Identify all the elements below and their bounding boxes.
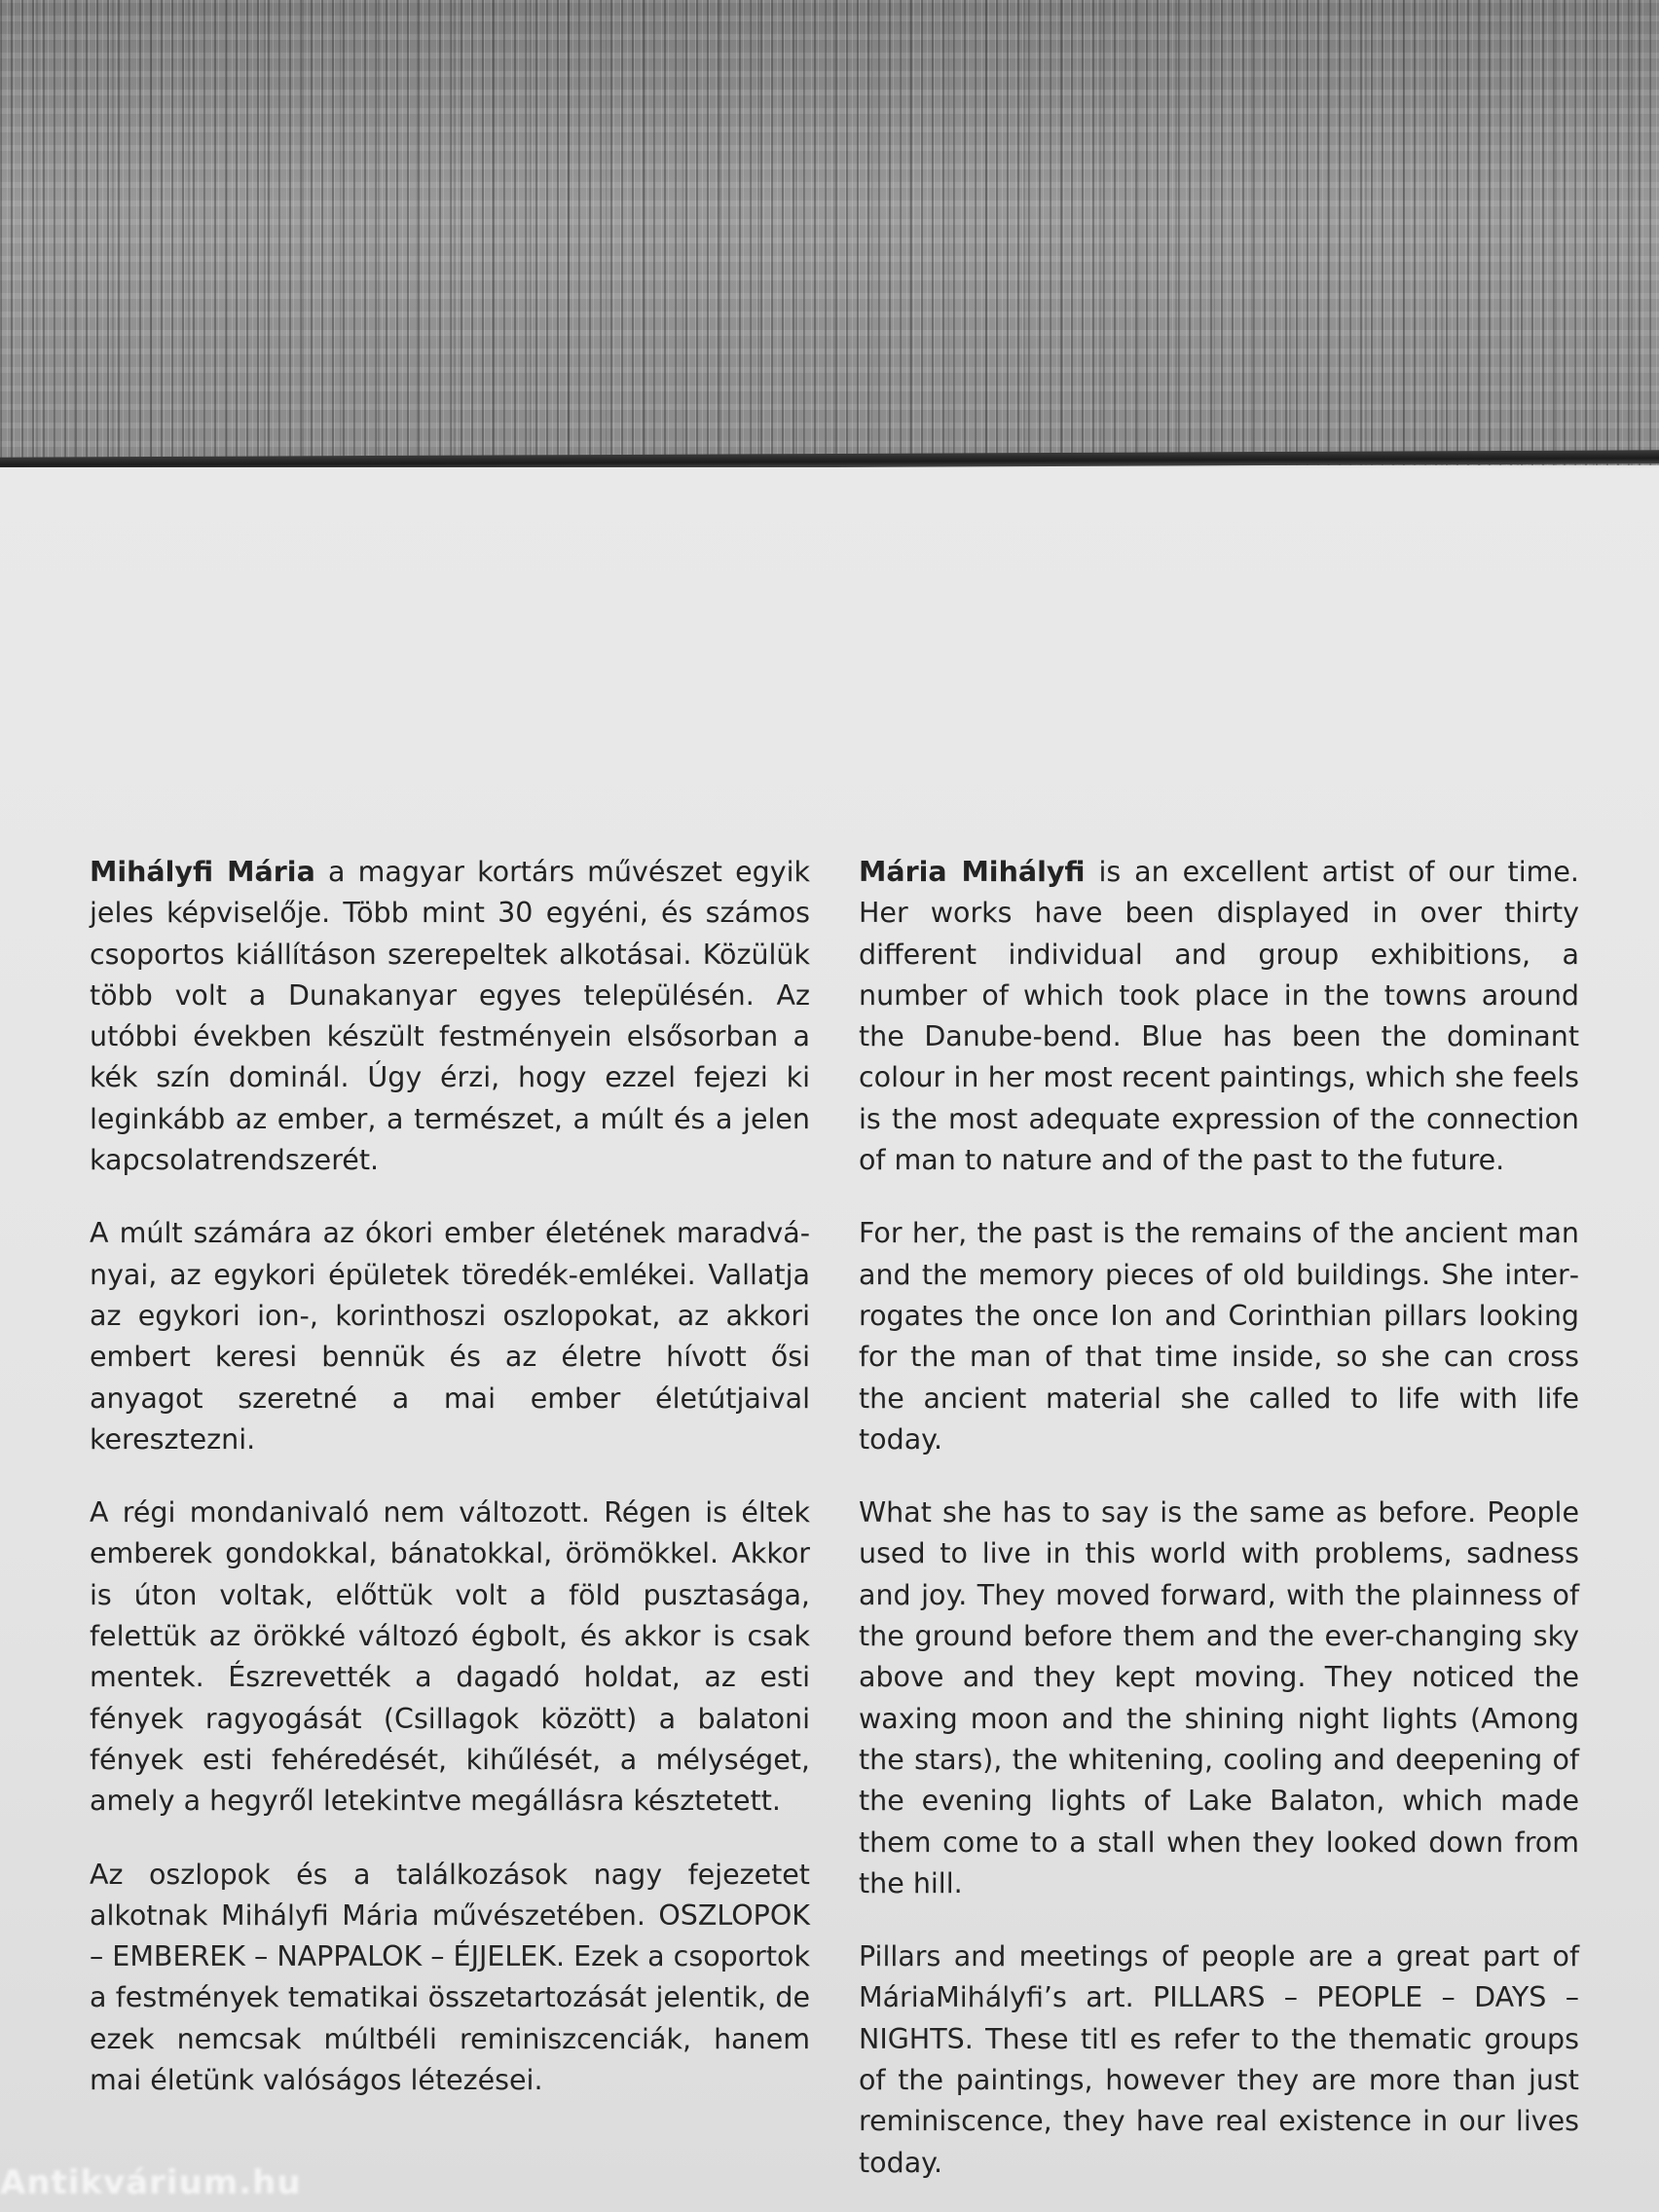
en-paragraph-3: What she has to say is the same as before. People used to live in this world with problems, sadness and joy. They moved forward, with the plainness of the ground before them and the ever-changing sky above and they kept moving. They noticed the waxing moon and the shining night lights (Among the stars), the whitening, cooling and deepening of the evening lights of Lake Balaton, which made them come to a stall when they looked down from the hill. <box>859 1496 1579 1899</box>
background-texture-shade <box>0 0 1659 465</box>
en-paragraph-2: For her, the past is the remains of the ancient man and the memory pieces of old buildings. She interrogates the once Ion and Corinthian pillars looking for the man of that time inside, so she can cross the ancient material she called to life with life today. <box>859 1217 1579 1456</box>
en-paragraph-1-text: is an excellent artist of our time. Her works have been displayed in over thirty different individual and group exhibitions, a number of which took place in the towns around the Danube-bend. Blue has been the dominant colour in her most recent paintings, which she feels is the most adequate expression of the connection of man to nature and of the past to the future. <box>859 856 1579 1177</box>
hu-paragraph-1-text: a magyar kortárs művészet egyik jeles képviselője. Több mint 30 egyéni, és számos csoportos kiállításon szerepeltek alkotásai. Közülük több volt a Dunakanyar egyes településén. Az utóbbi években készült festményein elsősorban a kék szín dominál. Úgy érzi, hogy ezzel fejezi ki leginkább az ember, a természet, a múlt és a jelen kapcsolatrendszerét. <box>90 856 810 1177</box>
hu-paragraph-3: A régi mondanivaló nem változott. Régen is éltek emberek gondokkal, bánatokkal, örömökkel. Akkor is úton voltak, előttük volt a föld pusztasága, felettük az örökké változó égbolt, és akkor is csak mentek. Észrevették a dagadó holdat, az esti fények ragyogását (Csillagok között) a balatoni fények esti fehéredését, kihűlését, a mélységet, amely a hegyről letekintve megállásra késztetett. <box>90 1496 810 1818</box>
en-artist-name: Mária Mihályfi <box>859 856 1086 888</box>
watermark: Antikvárium.hu <box>0 2163 302 2202</box>
english-text-column <box>859 852 1579 2212</box>
en-paragraph-1 <box>859 852 1579 1181</box>
hu-paragraph-4: Az oszlopok és a találkozások nagy fejezetet alkotnak Mihályfi Mária művészetében. OSZLOPOK – EMBEREK – NAPPALOK – ÉJJELEK. Ezek a csoportok a festmények tematikai összetartozását jelentik, de ezek nemcsak múltbéli reminiszcenciák, hanem mai életünk valóságos létezései. <box>90 1858 810 2097</box>
hu-paragraph-1 <box>90 852 810 1181</box>
hungarian-text-column <box>90 852 810 2133</box>
hu-artist-name: Mihályfi Mária <box>90 856 315 888</box>
book-page <box>0 467 1659 2212</box>
hu-paragraph-2: A múlt számára az ókori ember életének maradványai, az egykori épületek töredék-emlékei. Vallatja az egykori ion-, korinthoszi oszlopokat, az akkori embert keresi bennük és az életre hívott ősi anyagot szeretné a mai ember életútjaival keresztezni. <box>90 1217 810 1456</box>
en-paragraph-4: Pillars and meetings of people are a great part of MáriaMihályfi’s art. PILLARS – PEOPLE – DAYS – NIGHTS. These titl es refer to the thematic groups of the paintings, however they are more than just reminiscence, they have real existence in our lives today. <box>859 1940 1579 2179</box>
